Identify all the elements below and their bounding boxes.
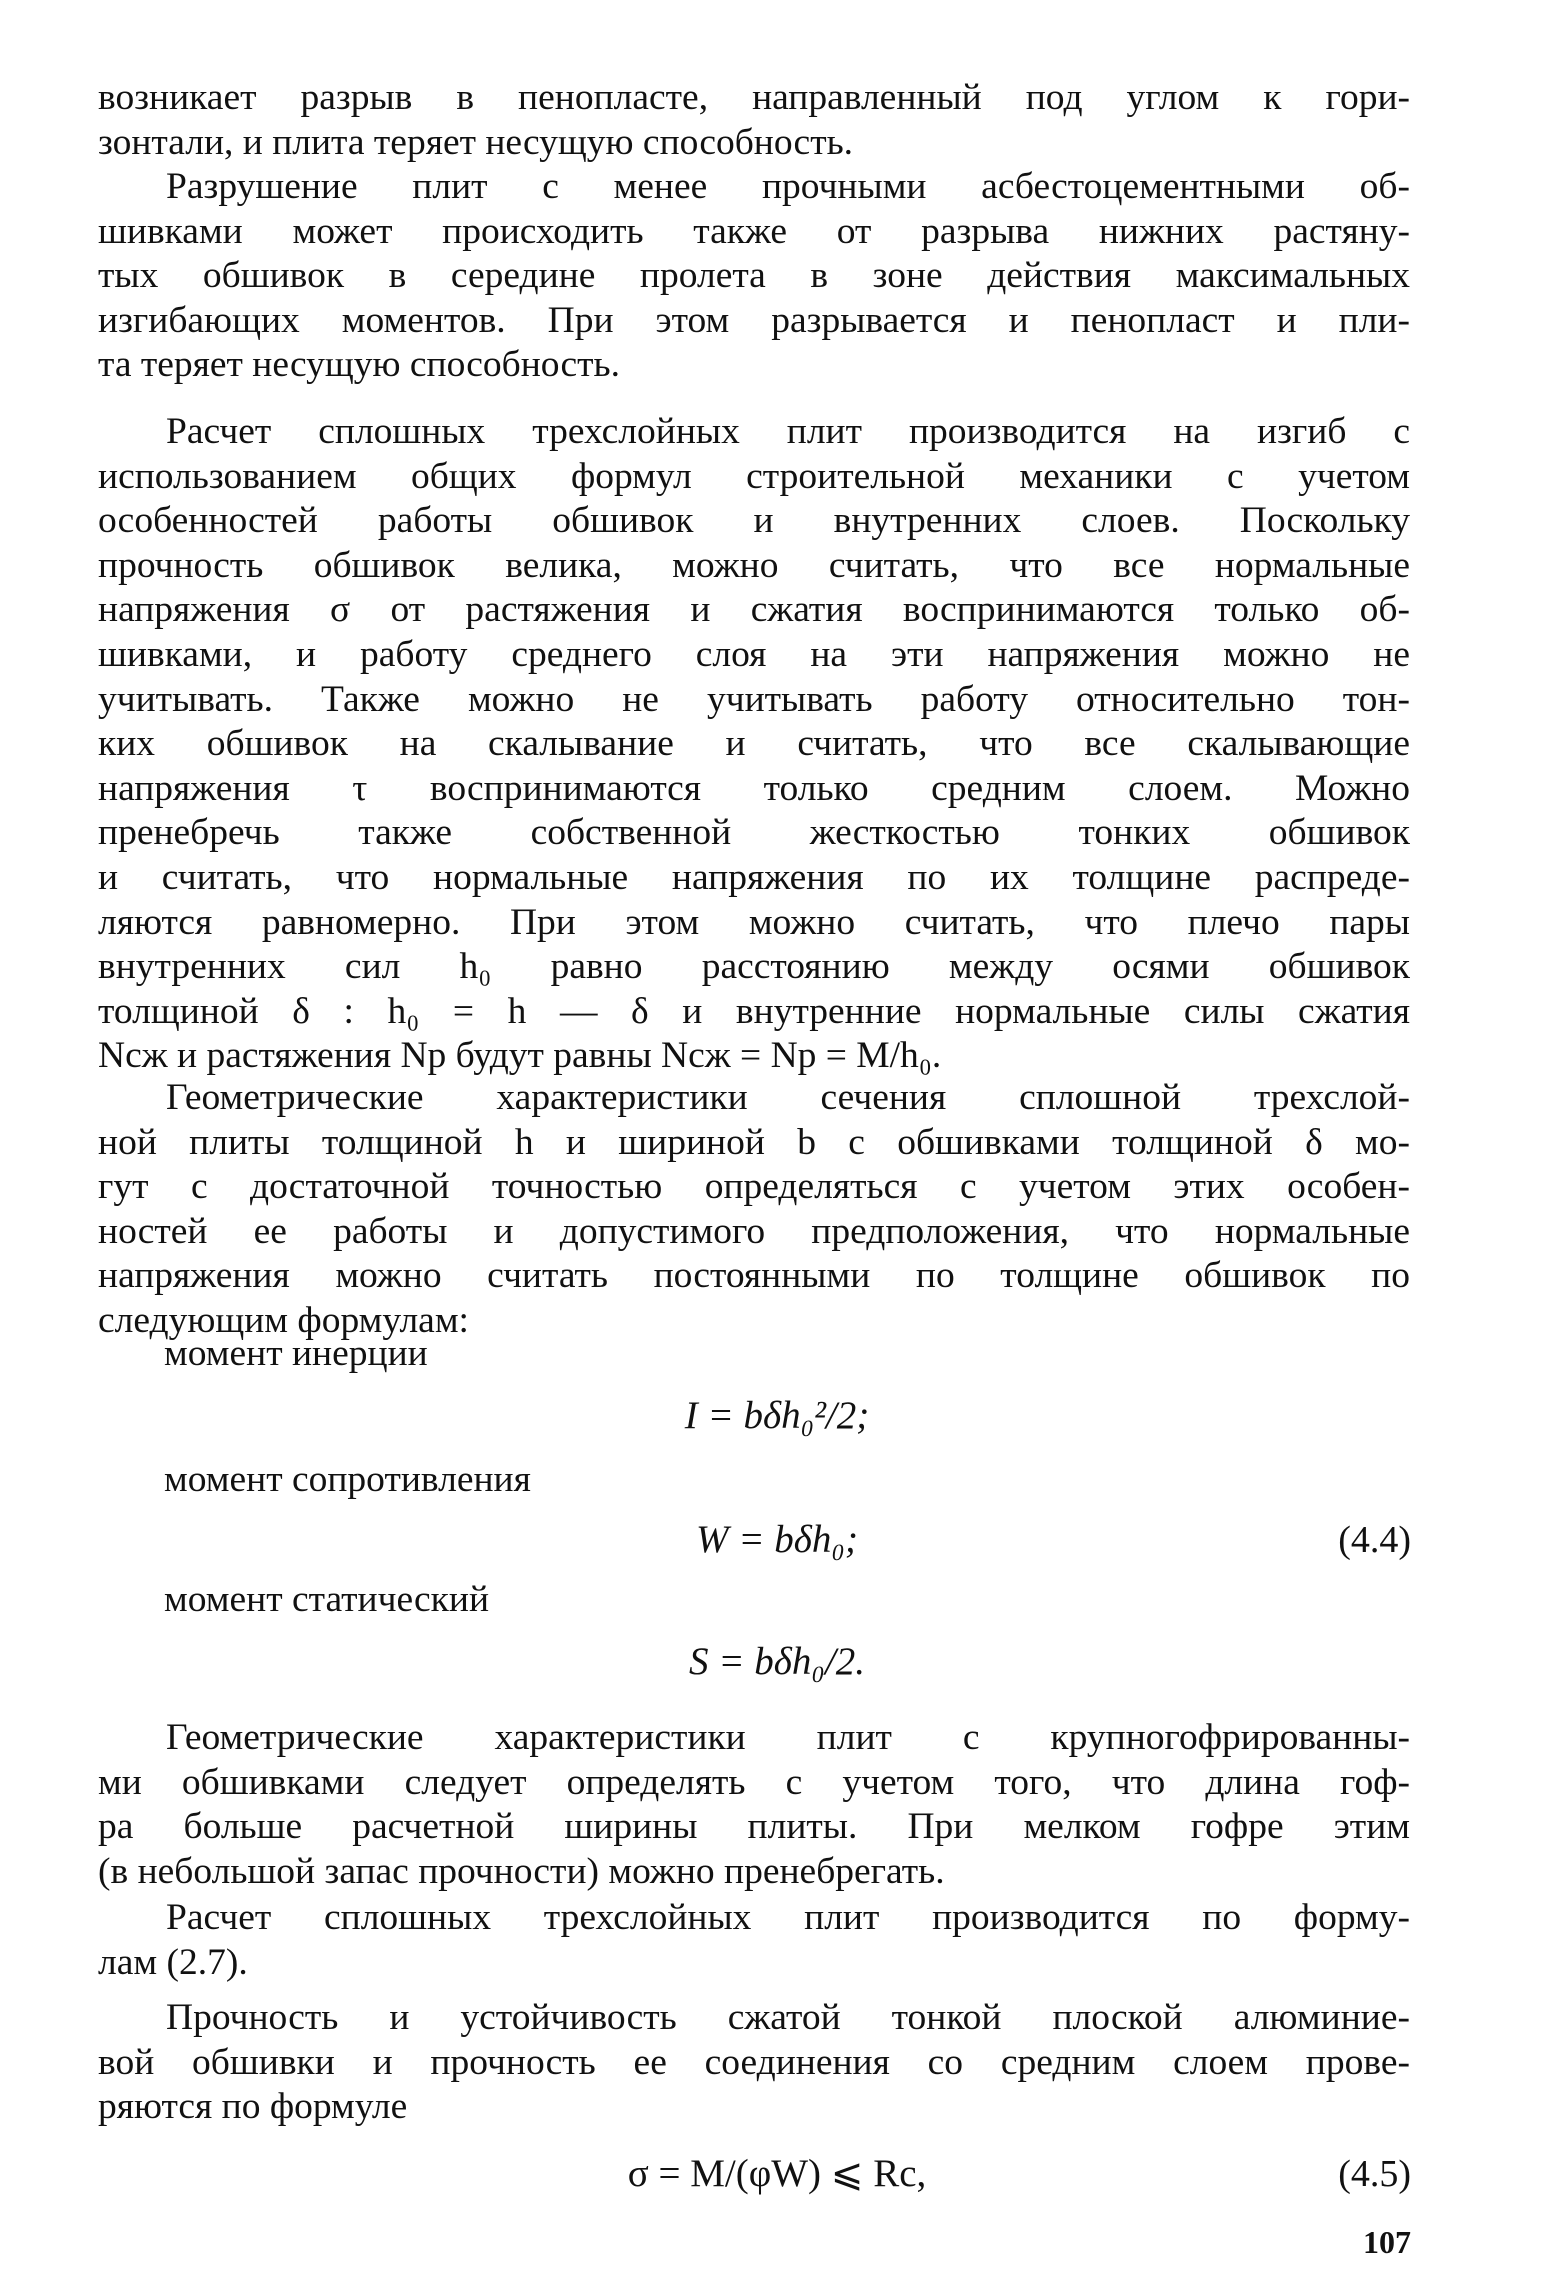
paragraph-5: [98, 1716, 1410, 1894]
text-line: следующим формулам:: [98, 1299, 469, 1341]
text-line: возникает разрыв в пенопласте, направленный под углом к гори-: [98, 77, 1410, 118]
text-line: гут с достаточной точностью определяться с учетом этих особен-: [98, 1166, 1410, 1208]
inertia-formula: I = bδh₀²/2;: [684, 1394, 870, 1437]
text-line: особенностей работы обшивок и внутренних слоев. Поскольку: [98, 500, 1410, 542]
paragraph-2: [98, 165, 1410, 388]
page-number: 107: [1363, 2224, 1411, 2260]
text-line: внутренних сил h₀ равно расстоянию между осями обшивок: [98, 946, 1410, 988]
text-line: учитывать. Также можно не учитывать работу относительно тон-: [98, 678, 1410, 720]
paragraph-7: [98, 1996, 1410, 2130]
text-line: напряжения можно считать постоянными по толщине обшивок по: [98, 1255, 1410, 1297]
text-line: ляются равномерно. При этом можно считать, что плечо пары: [98, 901, 1410, 943]
text-line: пренебречь также собственной жесткостью тонких обшивок: [98, 812, 1410, 854]
paragraph-4: [98, 1076, 1410, 1344]
text-line: ких обшивок на скалывание и считать, что все скалывающие: [98, 723, 1410, 765]
text-line: ми обшивками следует определять с учетом того, что длина гоф-: [98, 1761, 1410, 1803]
text-line: напряжения σ от растяжения и сжатия воспринимаются только об-: [98, 589, 1410, 631]
paragraph-3: [98, 410, 1410, 1079]
text-line: вой обшивки и прочность ее соединения со средним слоем прове-: [98, 2041, 1410, 2083]
static-formula: S = bδh₀/2.: [688, 1640, 866, 1683]
text-line: ностей ее работы и допустимого предположения, что нормальные: [98, 1210, 1410, 1252]
text-line: зонтали, и плита теряет несущую способность.: [98, 121, 854, 163]
paragraph-6: [98, 1896, 1410, 1985]
text-line: (в небольшой запас прочности) можно пренебрегать.: [98, 1850, 945, 1892]
text-line: Nсж и растяжения Nр будут равны Nсж = Nр = M/h₀.: [98, 1035, 942, 1077]
text-line: изгибающих моментов. При этом разрывается и пенопласт и пли-: [98, 299, 1410, 341]
text-line: ряются по формуле: [98, 2086, 408, 2128]
text-line: тых обшивок в середине пролета в зоне действия максимальных: [98, 255, 1410, 297]
inertia-label: момент инерции: [164, 1333, 428, 1374]
text-line: толщиной δ : h₀ = h — δ и внутренние нормальные силы сжатия: [98, 990, 1410, 1032]
text-line: та теряет несущую способность.: [98, 344, 620, 386]
paragraph-1: [98, 76, 1410, 165]
text-line: ра больше расчетной ширины плиты. При мелком гофре этим: [98, 1806, 1410, 1848]
static-label: момент статический: [164, 1579, 490, 1620]
strength-formula: σ = M/(φW) ⩽ Rc,: [627, 2152, 927, 2195]
text-line: использованием общих формул строительной механики с учетом: [98, 455, 1410, 497]
text-line: шивками, и работу среднего слоя на эти напряжения можно не: [98, 633, 1410, 675]
text-line: напряжения τ воспринимаются только средним слоем. Можно: [98, 767, 1410, 809]
text-line: Геометрические характеристики сечения сплошной трехслой-: [166, 1077, 1410, 1118]
text-line: Расчет сплошных трехслойных плит производится по форму-: [166, 1897, 1410, 1938]
text-line: шивками может происходить также от разрыва нижних растяну-: [98, 210, 1410, 252]
equation-number-4-5: (4.5): [1338, 2153, 1411, 2195]
text-line: прочность обшивок велика, можно считать, что все нормальные: [98, 544, 1410, 586]
text-line: Прочность и устойчивость сжатой тонкой плоской алюминие-: [166, 1997, 1410, 2038]
text-line: Разрушение плит с менее прочными асбестоцементными об-: [166, 166, 1410, 207]
text-line: ной плиты толщиной h и шириной b с обшивками толщиной δ мо-: [98, 1121, 1410, 1163]
text-line: лам (2.7).: [98, 1941, 248, 1983]
text-line: и считать, что нормальные напряжения по их толщине распреде-: [98, 856, 1410, 898]
resistance-label: момент сопротивления: [164, 1459, 531, 1500]
text-line: Расчет сплошных трехслойных плит производится на изгиб с: [166, 411, 1410, 452]
text-line: Геометрические характеристики плит с крупногофрированны-: [166, 1717, 1410, 1758]
equation-number-4-4: (4.4): [1338, 1519, 1411, 1561]
resistance-formula: W = bδh₀;: [696, 1518, 858, 1561]
